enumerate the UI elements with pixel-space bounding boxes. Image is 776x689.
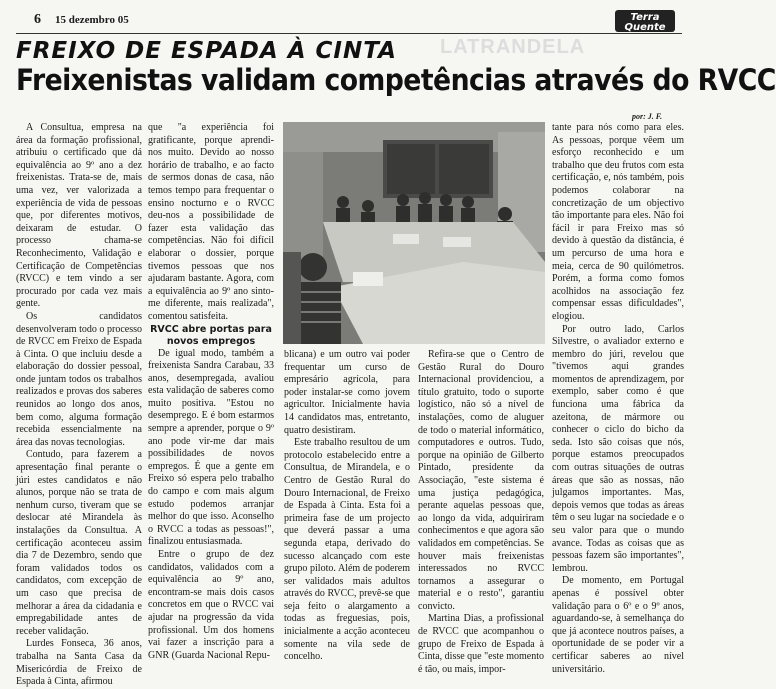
article-column-1 — [16, 122, 142, 689]
page-header — [0, 0, 695, 34]
page-number: 6 — [34, 12, 41, 27]
article-column-4 — [418, 349, 544, 676]
section-kicker: FREIXO DE ESPADA À CINTA — [16, 38, 397, 64]
paragraph: Lurdes Fonseca, 36 anos, trabalha na Santa Casa da Misericórdia de Freixo de Espada à Cinta, afirmou — [16, 638, 142, 688]
byline: por: J. F. — [632, 112, 663, 121]
paragraph: Refira-se que o Centro de Gestão Rural do Douro Internacional providenciou, a título gratuito, todo o suporte logístico, não só a nível de instalações, como de aluguer de todo o material informático, computadores e outros. Tudo, porque na opinião de Gilberto Pintado, presidente da Associação, "este sistema é uma justiça pedagógica, perante aquelas pessoas que, ao longo da vida, adquiriram conhecimentos e que agora são validados em competências. Se houver mais freixenistas interessados no RVCC tornamos a assegurar o material e o resto", garantiu convicto. — [418, 349, 544, 612]
paragraph: De momento, em Portugal apenas é possível obter validação para o 6º e o 9º anos, aguardando-se, à semelhança do que já acontece noutros países, a oportunidade de se poder vir a certificar saberes ao nível universitário. — [552, 575, 684, 675]
paragraph: que "a experiência foi gratificante, porque aprendi-nos muito. Devido ao nosso horário de trabalho, e ao facto de sermos donas de casa, não temos tempo para frequentar o ensino nocturno e o RVCC deu-nos a possibilidade de fazer esta validação das competências. Não foi difícil elaborar o dossier, porque tivemos pessoas que nos ajudaram bastante. Agora, com a equivalência ao 9º ano sinto-me diferente, mais realizada", comentou satisfeita. — [148, 122, 274, 322]
logo-word-top: Terra — [630, 12, 660, 23]
paragraph: tante para nós como para eles. As pessoas, porque vêem um esforço reconhecido e um trabalho que deu frutos com esta certificação, e, nós também, pois podemos colaborar na concretização de um objectivo tão importante para eles. Não foi fácil ir para Freixo mas só devido à questão da distância, é um percurso de uma hora e meia, cerca de 90 quilómetros. Porém, a forma como fomos acolhidos na associação fez compensar essas dificuldades", elogiou. — [552, 122, 684, 322]
subheading: RVCC abre portas para novos empregos — [150, 323, 272, 347]
paragraph: Entre o grupo de dez candidatos, validados com a equivalência ao 9º ano, encontram-se mais dois casos concretos em que o RVCC vai ajudar na progressão da vida profissional. Um dos homens vai fazer a inscrição para a GNR (Guarda Nacional Repu- — [148, 549, 274, 661]
paragraph: Contudo, para fazerem a apresentação final perante o júri estes candidatos e não alunos, porque não se trata de nenhum curso, tiveram que se deslocar até Mirandela às instalações da Consultua. A certificação aconteceu assim dia 7 de Dezembro, sendo que foram validados todos os candidatos, com excepção de um caso que precisa de melhorar a área da cidadania e empregabilidade antes de receber validação. — [16, 449, 142, 637]
background-ghost-text: LATRANDELA — [440, 36, 586, 58]
paragraph: Este trabalho resultou de um protocolo estabelecido entre a Consultua, de Mirandela, e o Centro de Gestão Rural do Douro Internacional, de Freixo de Espada à Cinta. Esta foi a primeira fase de um projecto que deverá passar a uma segunda etapa, derivado do sucesso alcançado com este grupo piloto. Além de poderem ser validados mais adultos através do RVCC, prevê-se que seja feito o alargamento a todas as freguesias, pois, inicialmente a acção aconteceu somente na vila sede de concelho. — [284, 437, 410, 663]
article-column-2 — [148, 122, 274, 662]
headline: Freixenistas validam competências através do RVCC — [16, 63, 776, 97]
header-rule — [16, 33, 682, 34]
newspaper-logo — [615, 8, 675, 34]
article-column-3 — [284, 349, 410, 664]
article-column-5 — [552, 122, 684, 676]
paragraph: Por outro lado, Carlos Silvestre, o avaliador externo e membro do júri, revelou que "tivemos aqui grandes momentos de aprendizagem, por exemplo, saber como é que funciona uma fábrica da azeitona, de mármore ou conhecer o ciclo do bicho da seda. Isto são coisas que nós, porque estamos preocupados com outras situações de outras áreas que são as nossas, não julgamos importantes. Mas, depois vemos que todas as áreas têm o seu lugar na sociedade e o seu valor para que o mundo avance. Todas as coisas que as pessoas fazem são importantes", lembrou. — [552, 323, 684, 574]
issue-date: 15 dezembro 05 — [55, 14, 129, 26]
paragraph: Os candidatos desenvolveram todo o processo de RVCC em Freixo de Espada à Cinta. O que incluiu desde a elaboração do dossier pessoal, onde juntam todos os trabalhos realizados e provas dos saberes reunidos ao longo dos anos, bem como, alguma formação recebida essencialmente na área das novas tecnologias. — [16, 310, 142, 448]
classroom-photo-illustration — [283, 122, 545, 344]
logo-word-bottom: Quente — [624, 22, 666, 33]
paragraph: A Consultua, empresa na área da formação profissional, atribuiu o certificado que dá equivalência ao 9º ano a dez freixenistas. Trata-se de, mais uma vez, ver valorizada a experiência de vida de pessoas que, por diferentes motivos, deixaram de estudar. O processo chama-se Reconhecimento, Validação e Certificação de Competências (RVCC) e tem vindo a ser procurado por cada vez mais gente. — [16, 122, 142, 310]
article-photo — [283, 122, 545, 344]
paragraph: blicana) e um outro vai poder frequentar um curso de empresário agrícola, para poder instalar-se como jovem agricultor. Inicialmente havia 14 candidatos mas, entretanto, quatro desistiram. — [284, 349, 410, 436]
paragraph: Martina Dias, a profissional de RVCC que acompanhou o grupo de Freixo de Espada à Cinta, disse que "este momento é tão, ou mais, impor- — [418, 613, 545, 675]
paragraph: De igual modo, também a freixenista Sandra Carabau, 33 anos, desempregada, avaliou esta validação de saberes como muito positiva. "Estou no desemprego. E é bom estarmos sempre a aprender, porque o 9º ano pode vir-me dar mais possibilidades de novos empregos. É que a gente em Freixo só espera pelo trabalho do campo e com mais algum estudo podemos arranjar melhor do que isso. Aconselho o RVCC a todas as pessoas!", finalizou entusiasmada. — [148, 347, 274, 548]
